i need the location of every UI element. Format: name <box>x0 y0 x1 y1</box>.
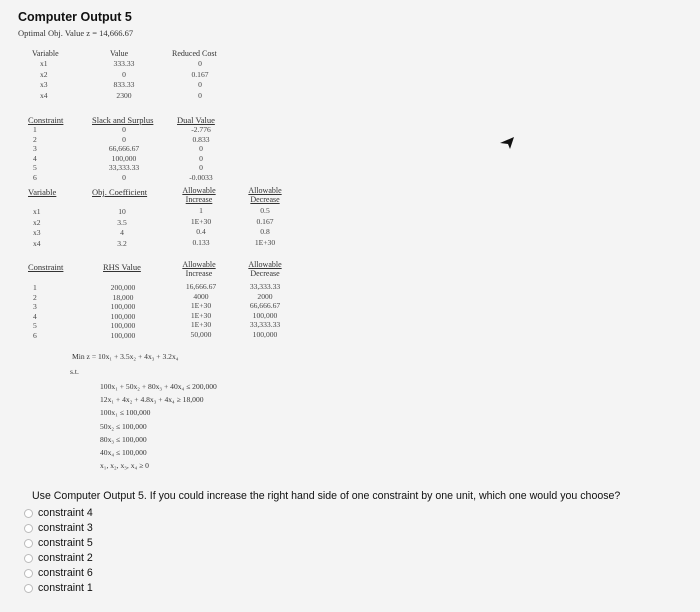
rhs-value: 100,000 <box>110 302 136 312</box>
obj-coefficient: 10 <box>118 207 126 216</box>
coefficient-list <box>104 207 140 249</box>
allowable-label: Allowable <box>248 260 282 269</box>
question-text: Use Computer Output 5. If you could increase the right hand side of one constraint by one unit, which one would you choose? <box>32 490 621 502</box>
variable-name: x4 <box>33 238 41 248</box>
obj-increase-list <box>180 206 222 248</box>
variable-name: x2 <box>40 69 48 79</box>
allowable-label: Allowable <box>248 186 282 195</box>
allowable-label: Allowable <box>182 260 216 269</box>
variable-name: x1 <box>40 59 48 68</box>
rhs-value-list <box>98 283 148 341</box>
variable-name: x3 <box>33 228 41 237</box>
obj-allowable-increase: 0.4 <box>196 227 206 236</box>
ranging-variable-header: Variable <box>28 187 57 197</box>
answer-option-label[interactable]: constraint 3 <box>38 522 93 534</box>
model-constraint: 80x₃ ≤ 100,000 <box>100 434 147 444</box>
constraint-number: 2 <box>33 292 37 302</box>
answer-option-label[interactable]: constraint 6 <box>38 567 93 579</box>
objective-function: Min z = 10x₁ + 3.5x₂ + 4x₃ + 3.2x₄ <box>72 352 179 361</box>
reduced-cost: 0 <box>198 90 202 100</box>
slack-value: 0 <box>122 134 126 144</box>
model-constraint: 100x₁ ≤ 100,000 <box>100 408 151 418</box>
variable-header: Variable <box>32 49 59 58</box>
answer-option[interactable] <box>24 522 93 534</box>
radio-button[interactable] <box>24 524 33 533</box>
rhs-allowable-increase: 1E+30 <box>190 310 212 320</box>
variable-value: 333.33 <box>113 59 135 68</box>
reduced-cost-header: Reduced Cost <box>172 49 217 58</box>
variable-list <box>40 59 48 101</box>
mouse-cursor-icon <box>500 136 514 154</box>
rhs-value: 100,000 <box>110 321 136 331</box>
dual-list <box>180 125 222 183</box>
variable-value: 2300 <box>116 90 132 100</box>
constraint-number: 1 <box>33 283 37 292</box>
rhs-constraint-list <box>33 283 37 341</box>
obj-coefficient: 3.2 <box>117 238 127 248</box>
obj-decrease-list <box>244 206 286 248</box>
variable-name: x4 <box>40 90 48 100</box>
rhs-value: 100,000 <box>110 311 136 321</box>
rhs-allowable-decrease: 33,333.33 <box>249 320 281 330</box>
optimal-objective-value: Optimal Obj. Value z = 14,666.67 <box>18 28 134 38</box>
constraint-number: 2 <box>33 134 37 144</box>
subject-to-label: s.t. <box>70 367 79 376</box>
constraint-number: 5 <box>33 163 37 173</box>
obj-coefficient: 4 <box>120 228 124 237</box>
radio-button[interactable] <box>24 584 33 593</box>
rhs-allowable-decrease: 100,000 <box>252 329 278 339</box>
answer-option[interactable] <box>24 582 93 594</box>
variable-name: x1 <box>33 207 41 216</box>
rhs-value: 200,000 <box>110 283 136 292</box>
answer-option[interactable] <box>24 507 93 519</box>
answer-option-label[interactable]: constraint 2 <box>38 552 93 564</box>
constraint-number: 5 <box>33 321 37 331</box>
dual-value: 0 <box>199 163 203 173</box>
constraint-number: 3 <box>33 302 37 312</box>
reduced-cost: 0 <box>198 80 202 89</box>
answer-option[interactable] <box>24 537 93 549</box>
radio-button[interactable] <box>24 569 33 578</box>
rhs-allowable-decrease: 33,333.33 <box>249 282 281 291</box>
obj-allowable-increase: 1 <box>199 206 203 215</box>
reduced-cost: 0 <box>198 59 202 68</box>
answer-option-label[interactable]: constraint 5 <box>38 537 93 549</box>
increase-label: Increase <box>185 195 213 204</box>
slack-value: 33,333.33 <box>108 163 140 173</box>
reduced-cost: 0.167 <box>191 69 209 79</box>
slack-value: 0 <box>122 125 126 134</box>
constraint-number: 4 <box>33 311 37 321</box>
constraint-number: 6 <box>33 330 37 340</box>
obj-coefficient: 3.5 <box>117 217 127 227</box>
ranging-variable-list <box>33 207 41 249</box>
constraint-header: Constraint <box>28 115 64 125</box>
model-constraint: 50x₂ ≤ 100,000 <box>100 421 147 431</box>
allowable-label: Allowable <box>182 186 216 195</box>
slack-list <box>98 125 150 183</box>
rhs-allowable-increase: 1E+30 <box>190 301 212 311</box>
rhs-value-header: RHS Value <box>103 262 141 272</box>
constraint-number: 4 <box>33 153 37 163</box>
radio-button[interactable] <box>24 554 33 563</box>
decrease-label: Decrease <box>250 195 280 204</box>
slack-surplus-header: Slack and Surplus <box>92 115 154 125</box>
value-header: Value <box>110 49 129 58</box>
rhs-value: 18,000 <box>112 292 134 302</box>
constraint-number: 3 <box>33 144 37 154</box>
variable-value: 0 <box>122 69 126 79</box>
model-constraint: 40x₄ ≤ 100,000 <box>100 448 147 458</box>
obj-allowable-decrease: 1E+30 <box>254 237 276 247</box>
increase-label: Increase <box>185 269 213 278</box>
rhs-allowable-increase: 16,666.67 <box>185 282 217 291</box>
model-constraints <box>100 380 217 472</box>
rhs-allowable-decrease-header <box>240 260 290 278</box>
rhs-increase-list <box>176 282 226 340</box>
obj-allowable-decrease: 0.167 <box>256 216 274 226</box>
model-constraint: 12x₁ + 4x₂ + 4.8x₃ + 4x₄ ≥ 18,000 <box>100 395 204 405</box>
radio-button[interactable] <box>24 509 33 518</box>
slack-value: 100,000 <box>111 153 137 163</box>
dual-value: -2.776 <box>191 125 211 134</box>
obj-allowable-decrease: 0.8 <box>260 227 270 236</box>
obj-allowable-increase: 0.133 <box>192 237 210 247</box>
rhs-allowable-decrease: 100,000 <box>252 310 278 320</box>
obj-allowable-increase: 1E+30 <box>190 216 212 226</box>
variable-name: x2 <box>33 217 41 227</box>
constraint-number: 6 <box>33 172 37 182</box>
rhs-constraint-header: Constraint <box>28 262 64 272</box>
variable-name: x3 <box>40 80 48 89</box>
rhs-decrease-list <box>240 282 290 340</box>
dual-value: 0.833 <box>192 134 210 144</box>
obj-coefficient-header: Obj. Coefficient <box>92 187 148 197</box>
dual-value: 0 <box>199 144 203 154</box>
dual-value: 0 <box>199 153 203 163</box>
rhs-allowable-increase: 50,000 <box>190 329 212 339</box>
page-title: Computer Output 5 <box>18 10 132 24</box>
dual-value-header: Dual Value <box>177 115 215 125</box>
model-constraint: x₁, x₂, x₃, x₄ ≥ 0 <box>100 461 149 471</box>
rhs-value: 100,000 <box>110 330 136 340</box>
constraint-number: 1 <box>33 125 37 134</box>
rhs-allowable-increase: 1E+30 <box>190 320 212 330</box>
obj-allowable-decrease: 0.5 <box>260 206 270 215</box>
rhs-allowable-decrease: 66,666.67 <box>249 301 281 311</box>
answer-option-label[interactable]: constraint 1 <box>38 582 93 594</box>
answer-option[interactable] <box>24 567 93 579</box>
answer-option[interactable] <box>24 552 93 564</box>
rhs-allowable-increase-header <box>174 260 224 278</box>
radio-button[interactable] <box>24 539 33 548</box>
variable-value: 833.33 <box>113 80 135 89</box>
slack-value: 66,666.67 <box>108 144 140 154</box>
reduced-cost-list <box>180 59 220 101</box>
dual-value: -0.0033 <box>189 172 213 182</box>
rhs-allowable-decrease: 2000 <box>257 291 273 301</box>
obj-allowable-increase-header <box>174 186 224 204</box>
obj-allowable-decrease-header <box>240 186 290 204</box>
rhs-allowable-increase: 4000 <box>193 291 209 301</box>
answer-option-label[interactable]: constraint 4 <box>38 507 93 519</box>
constraint-list <box>33 125 37 183</box>
decrease-label: Decrease <box>250 269 280 278</box>
slack-value: 0 <box>122 172 126 182</box>
value-list <box>104 59 144 101</box>
model-constraint: 100x₁ + 50x₂ + 80x₃ + 40x₄ ≤ 200,000 <box>100 382 217 391</box>
